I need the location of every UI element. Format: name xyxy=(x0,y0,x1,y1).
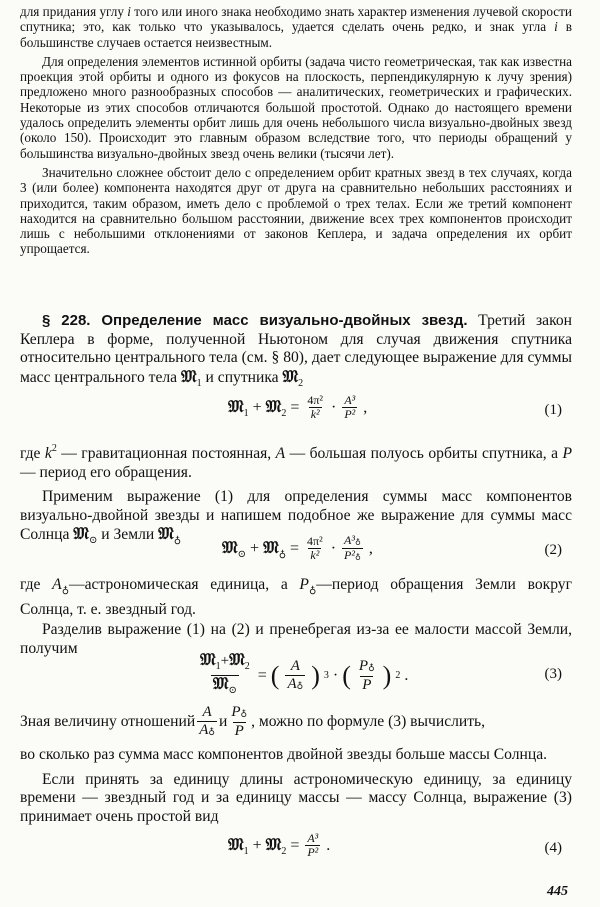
paragraph-divide: Разделив выражение (1) на (2) и пренебрегая из-за ее малости массой Земли, получим xyxy=(20,621,572,657)
equation-1-body: 𝔐$_1$ + 𝔐$_2$ = $\frac{\text{4π²}}{\text{k²}}$ · $\frac{\text{A³}}{\text{P²}}$ , xyxy=(228,393,368,421)
paragraph-unit: Если принять за единицу длины астрономическую единицу, за единицу времени — звездный год и за единицу массы — массу Солнца, выражение (3) принимает очень простой вид xyxy=(20,770,572,825)
section-228-intro: § 228. Определение масс визуально-двойных звезд. Третий закон Кеплера в форме, полученной Ньютоном для случая движения спутника относительно центрального тела (см. § 80), дает следующее выражение для суммы масс центрального тела 𝔐$_1$ и спутника 𝔐$_2$ xyxy=(20,312,572,389)
equation-4-number: (4) xyxy=(544,840,562,856)
equation-1-number: (1) xyxy=(544,402,562,418)
paragraph-after-eq1: где $k^2$ — гравитационная постоянная, A — большая полуось орбиты спутника, а P — период его обращения. Применим выражение (1) для определения суммы масс компонентов визуально-двойной звезды и напишем подобное же выражение для суммы масс Солнца 𝔐$_⊙$ и Земли 𝔐$_♁$ xyxy=(20,440,572,551)
section-heading: § 228. Определение масс визуально-двойных звезд. xyxy=(42,312,468,329)
paragraph-continuation: для придания углу i того или иного знака необходимо знать характер изменения лучевой скорости спутника; это, как только что указывалось, удается сделать очень редко, и знак угла i в большинстве случаев остается неизвестным. xyxy=(20,4,572,50)
page-number: 445 xyxy=(547,884,568,899)
equation-1 xyxy=(0,392,600,432)
equation-3 xyxy=(0,648,600,704)
equation-4 xyxy=(0,830,600,870)
equation-2-body: 𝔐$_⊙$ + 𝔐$_♁$ = $\frac{\text{4π²}}{\text{k²}}$ · $\frac{\text{A³♁}}{\text{P²♁}}$ , xyxy=(222,533,373,562)
equation-3-number: (3) xyxy=(544,666,562,682)
paragraph-multiple-stars: Значительно сложнее обстоит дело с определением орбит кратных звезд в тех случаях, когда 3 (или более) компонента находятся друг от друга на сравнительно небольших расстояниях и приходится, таким образом, иметь дело с проблемой о трех телах. Если же третий компонент находится на сравнительно большом расстоянии, движение всех трех компонентов происходит лишь с небольшими отклонениями от законов Кеплера, и задача определения их орбит упрощается. xyxy=(20,164,572,257)
equation-3-body: $\frac{𝔐_1+𝔐_2}{𝔐_⊙}$ = ( $\frac{A}{A♁}$ ) 3 · ( $\frac{P♁}{P}$ ) 2 . xyxy=(196,652,408,699)
equation-2-number: (2) xyxy=(544,542,562,558)
paragraph-methods: Для определения элементов истинной орбиты (задача чисто геометрическая, так как известна проекция этой орбиты и одного из фокусов на плоскость, перпендикулярную к лучу зрения) предложено много разнообразных способов — аналитических, геометрических и графических. Некоторые из этих способов отличаются большой простотой. Однако до настоящего времени удалось определить элементы орбит лишь для очень небольшого числа визуально-двойных звезд (около 150). Происходит это главным образом вследствие того, что периоды обращений у большинства визуально-двойных звезд очень велики (тысячи лет). xyxy=(20,53,572,161)
top-paragraph-block xyxy=(20,4,572,257)
paragraph-knowing: Зная величину отношений $\frac{A}{A♁}$ и $\frac{P♁}{P}$ , можно по формуле (3) вычислить, во сколько раз сумма масс компонентов двойной звезды больше массы Солнца. Если принять за единицу длины астрономическую единицу, за единицу времени — звездный год и за единицу массы — массу Солнца, выражение (3) принимает очень простой вид xyxy=(20,704,572,825)
paragraph-apply: Применим выражение (1) для определения суммы масс компонентов визуально-двойной звезды и напишем подобное же выражение для суммы масс Солнца 𝔐$_⊙$ и Земли 𝔐$_♁$ xyxy=(20,488,572,547)
equation-2 xyxy=(0,532,600,572)
equation-4-body: 𝔐$_1$ + 𝔐$_2$ = $\frac{\text{A³}}{\text{P²}}$ . xyxy=(228,831,331,859)
paragraph-after-eq2: где $A_♁—астрономическая$ единица, а $P_♁—период$ обращения Земли вокруг Солнца, т. е. звездный год. Разделив выражение (1) на (2) и пренебрегая из-за ее малости массой Земли, получим xyxy=(20,576,572,657)
